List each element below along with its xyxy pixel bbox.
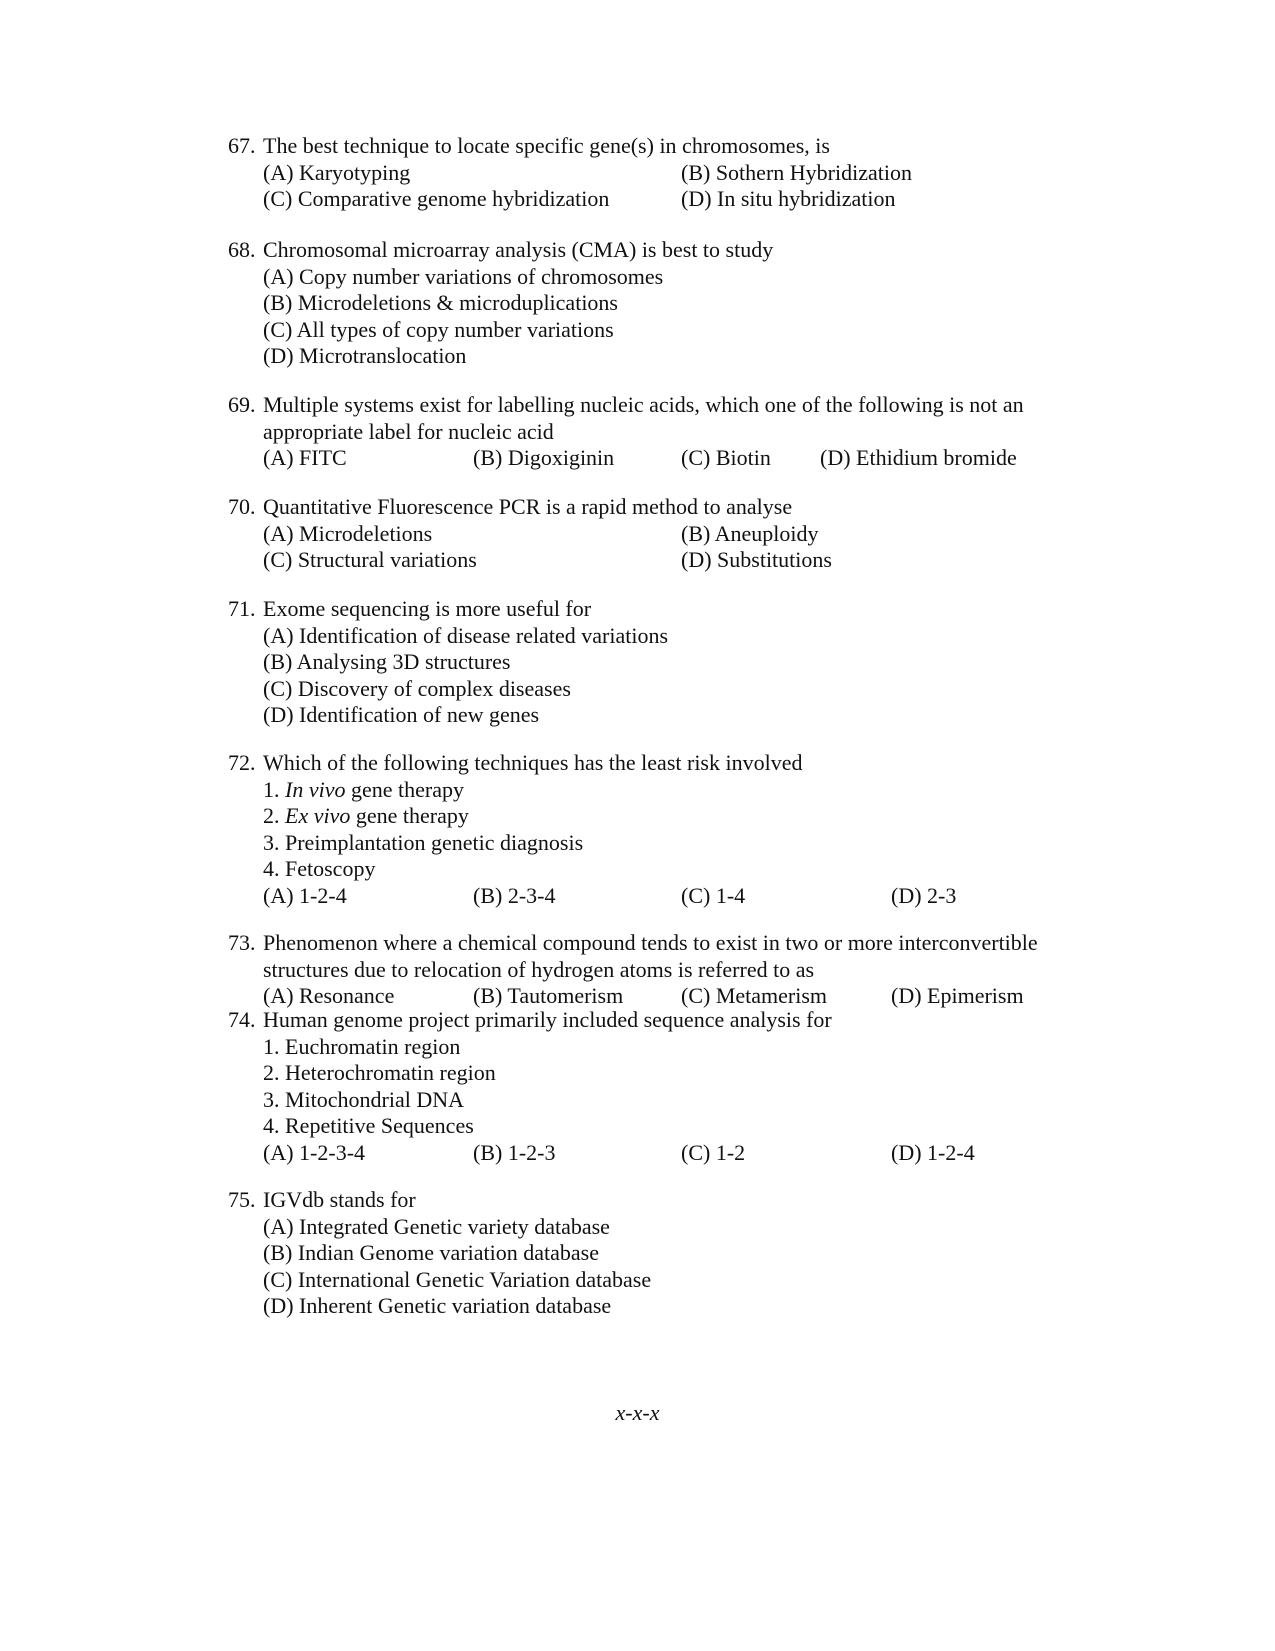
question-text: The best technique to locate specific gene(s) in chromosomes, is — [263, 133, 830, 158]
question-text-continued: appropriate label for nucleic acid — [263, 418, 554, 444]
list-item: 2. Heterochromatin region — [263, 1060, 496, 1086]
option-b: (B) Tautomerism — [473, 983, 624, 1009]
option-c: (C) 1-2 — [681, 1139, 746, 1165]
option-b: (B) 1-2-3 — [473, 1139, 556, 1165]
option-a: (A) Identification of disease related variations — [263, 622, 669, 648]
option-a: (A) Integrated Genetic variety database — [263, 1213, 610, 1239]
question-67 — [228, 133, 1088, 213]
option-d: (D) Ethidium bromide — [820, 445, 1017, 471]
option-a: (A) Copy number variations of chromosomes — [263, 263, 664, 289]
question-number: 68. — [228, 237, 256, 262]
option-a: (A) Microdeletions — [263, 520, 433, 546]
option-b: (B) Indian Genome variation database — [263, 1240, 599, 1266]
list-item: 3. Preimplantation genetic diagnosis — [263, 829, 584, 855]
question-72 — [228, 750, 1088, 910]
question-68 — [228, 237, 1088, 370]
question-text: Which of the following techniques has the least risk involved — [263, 750, 803, 775]
question-text: Phenomenon where a chemical compound tends to exist in two or more interconvertible — [263, 930, 1038, 955]
question-text: Exome sequencing is more useful for — [263, 596, 592, 621]
question-text: Multiple systems exist for labelling nucleic acids, which one of the following is not an — [263, 392, 1024, 417]
question-71 — [228, 596, 1088, 729]
list-item: 3. Mitochondrial DNA — [263, 1086, 465, 1112]
question-69 — [228, 392, 1088, 472]
end-of-paper-marker: x-x-x — [615, 1400, 660, 1425]
option-c: (C) Comparative genome hybridization — [263, 186, 610, 212]
question-number: 74. — [228, 1007, 256, 1032]
question-number: 70. — [228, 494, 256, 519]
option-d: (D) Identification of new genes — [263, 702, 540, 728]
option-b: (B) Digoxiginin — [473, 445, 615, 471]
option-c: (C) All types of copy number variations — [263, 316, 614, 342]
option-d: (D) 1-2-4 — [891, 1139, 975, 1165]
list-item: 4. Repetitive Sequences — [263, 1113, 474, 1139]
option-b: (B) Sothern Hybridization — [681, 159, 912, 185]
question-text: Chromosomal microarray analysis (CMA) is best to study — [263, 237, 774, 262]
option-a: (A) Karyotyping — [263, 159, 411, 185]
list-item: 1. Euchromatin region — [263, 1033, 461, 1059]
question-75 — [228, 1187, 1088, 1320]
option-d: (D) 2-3 — [891, 882, 957, 908]
list-item: 1. In vivo gene therapy — [263, 776, 464, 802]
question-text: IGVdb stands for — [263, 1187, 416, 1212]
list-item: 4. Fetoscopy — [263, 856, 376, 882]
question-text: Quantitative Fluorescence PCR is a rapid method to analyse — [263, 494, 793, 519]
option-b: (B) 2-3-4 — [473, 882, 556, 908]
question-number: 75. — [228, 1187, 256, 1212]
question-number: 71. — [228, 596, 256, 621]
option-c: (C) Discovery of complex diseases — [263, 675, 571, 701]
question-text-continued: structures due to relocation of hydrogen atoms is referred to as — [263, 956, 815, 982]
question-number: 72. — [228, 750, 256, 775]
option-c: (C) Metamerism — [681, 983, 828, 1009]
question-74 — [228, 1007, 1088, 1167]
question-number: 69. — [228, 392, 256, 417]
question-text: Human genome project primarily included sequence analysis for — [263, 1007, 832, 1032]
option-d: (D) Substitutions — [681, 547, 832, 573]
question-73 — [228, 930, 1088, 1010]
option-c: (C) International Genetic Variation database — [263, 1266, 652, 1292]
option-c: (C) 1-4 — [681, 882, 746, 908]
option-a: (A) Resonance — [263, 983, 395, 1009]
option-d: (D) In situ hybridization — [681, 186, 896, 212]
option-b: (B) Microdeletions & microduplications — [263, 290, 618, 316]
option-d: (D) Microtranslocation — [263, 343, 467, 369]
question-number: 73. — [228, 930, 256, 955]
option-b: (B) Aneuploidy — [681, 520, 819, 546]
option-a: (A) FITC — [263, 445, 347, 471]
option-a: (A) 1-2-4 — [263, 882, 347, 908]
list-item: 2. Ex vivo gene therapy — [263, 803, 469, 829]
option-a: (A) 1-2-3-4 — [263, 1139, 366, 1165]
option-b: (B) Analysing 3D structures — [263, 649, 511, 675]
option-c: (C) Biotin — [681, 445, 771, 471]
question-70 — [228, 494, 1088, 574]
option-d: (D) Inherent Genetic variation database — [263, 1293, 612, 1319]
option-c: (C) Structural variations — [263, 547, 477, 573]
option-d: (D) Epimerism — [891, 983, 1024, 1009]
question-number: 67. — [228, 133, 256, 158]
